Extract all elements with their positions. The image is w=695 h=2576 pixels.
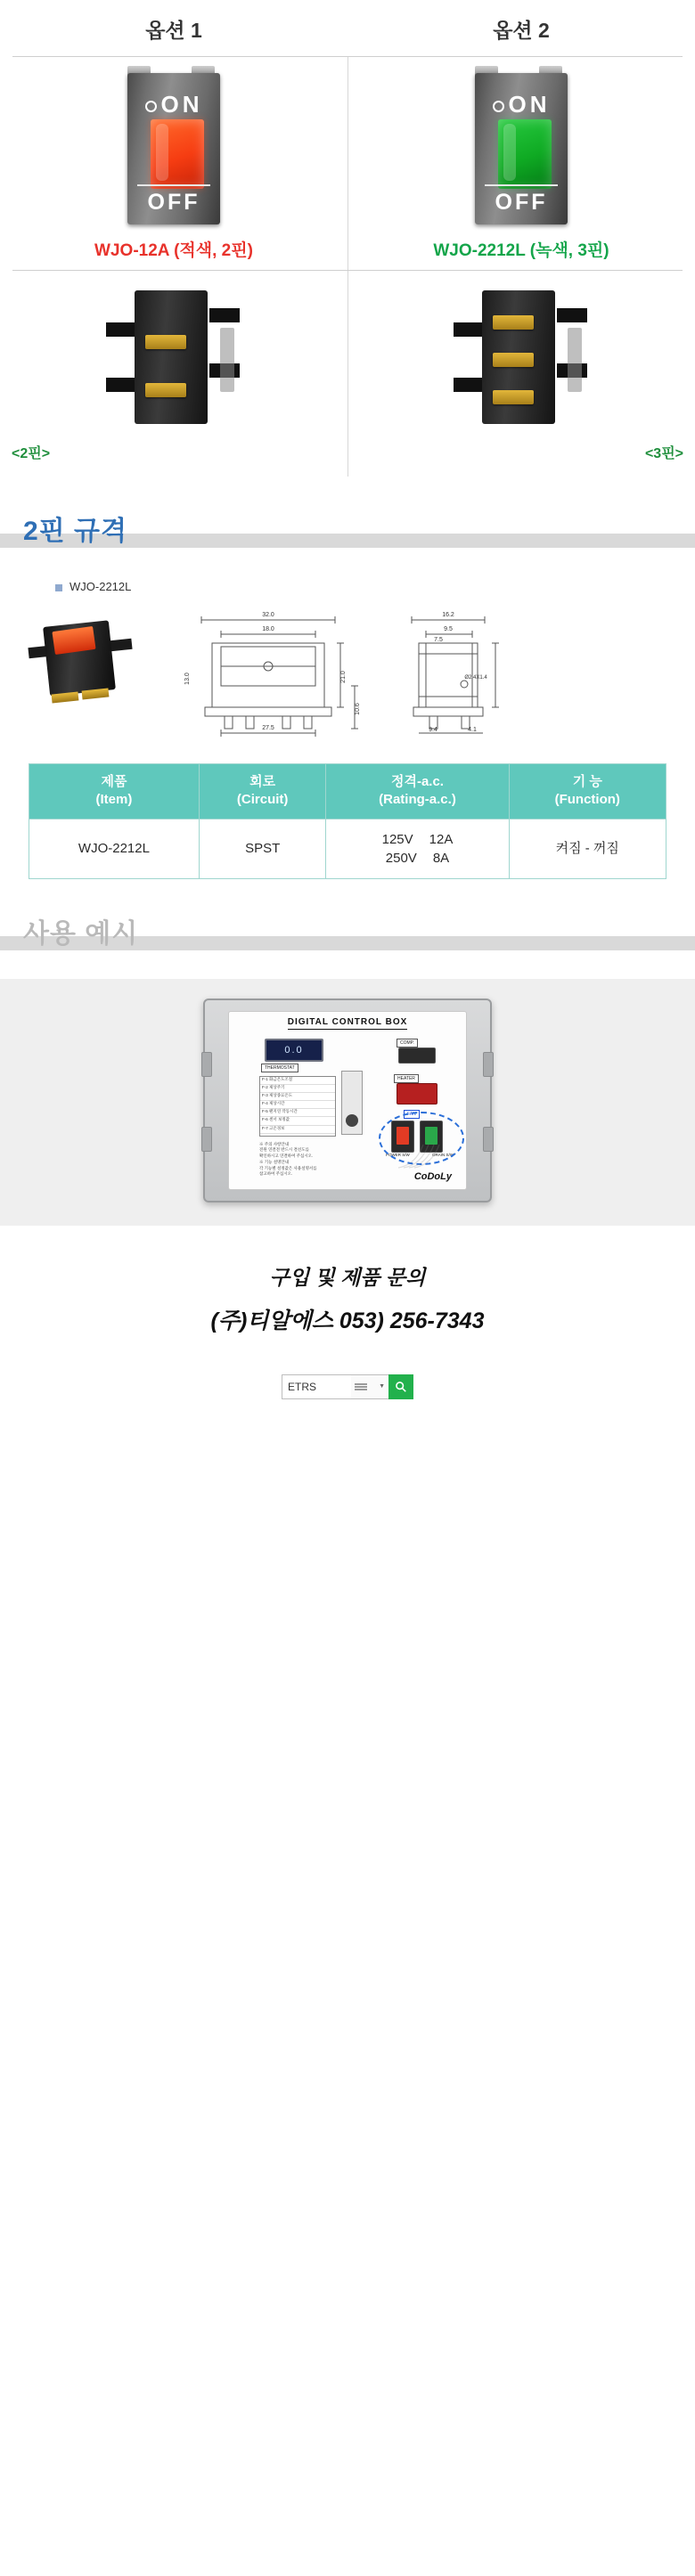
option-2-header: 옵션 2 [493,19,550,42]
th-circuit: 회로 (Circuit) [199,764,326,819]
power-bar-icon [137,184,210,186]
options-rear-row [0,271,695,477]
power-bar-icon [485,184,558,186]
photo-terminal [82,688,110,699]
rear-flange [454,378,484,392]
usage-illustration [0,979,695,1226]
chart-row: F-6 센서 보정값 [260,1117,335,1125]
rear-flange [557,308,587,322]
search-widget [282,1374,413,1399]
switch-body [475,73,568,224]
fan-label: FAN [404,1110,420,1119]
selector-dial [341,1071,363,1135]
options-section [0,0,695,477]
comp-label: COMP. [397,1039,418,1048]
options-front-row [0,57,695,270]
power-circle-icon [493,101,504,112]
switch-rear-2pin [102,281,245,433]
rear-flange [209,308,240,322]
td-rating: 125V 12A 250V 8A [326,819,509,878]
photo-terminal [52,691,79,703]
dial-knob-icon[interactable] [346,1114,358,1127]
mount-bracket [201,1052,212,1077]
notice-text: ※ 주의 사항안내 전원 연결전 반드시 결선도를 확인하시고 연결하여 주십시오. ※ 기능 설명안내 각 기능별 설정값은 사용설명서를 참고하여 주십시오. [259,1141,317,1177]
switch-off-label: OFF [127,184,220,216]
terminal-pin [493,353,534,367]
menu-icon [355,1383,367,1390]
heater-label: HEATER [394,1074,419,1083]
dim-side-5: 4.1 [468,727,477,733]
chevron-down-icon: ▼ [379,1383,385,1390]
table-header-row [29,764,666,819]
switch-front-red [120,73,227,224]
heater-button[interactable] [397,1083,437,1105]
dim-front-2: 21.0 [340,671,347,683]
drain-switch-label: DRAIN S/W [432,1152,454,1157]
terminal-pin [145,383,186,397]
switch-front-green [468,73,575,224]
search-button[interactable] [388,1374,413,1399]
switch-rear-3pin [450,281,593,433]
spec-body [0,557,695,737]
spec-section-title: 2핀 규격 [23,517,127,546]
spec-section-heading [0,509,695,557]
control-box-title: DIGITAL CONTROL BOX [229,1012,466,1027]
search-scope-select[interactable] [351,1374,388,1399]
switch-body [127,73,220,224]
mount-bracket [201,1127,212,1152]
lens-glare [156,124,168,181]
usage-section-title: 사용 예시 [23,918,139,949]
option-1-caption: WJO-12A (적색, 2핀) [94,241,253,260]
rocker-lens-red [151,119,204,189]
td-function: 켜짐 - 꺼짐 [509,819,666,878]
chart-row: F-7 고온경보 [260,1126,335,1134]
option-1-column [0,57,348,270]
spec-table [29,763,666,879]
power-switch-label: POWER S/W [386,1152,410,1157]
td-circuit: SPST [199,819,326,878]
chart-row: F-2 제상주기 [260,1085,335,1093]
option-2-column [348,57,695,270]
rear-flange [454,322,484,337]
front-dimension-drawing [166,607,371,737]
option-2-caption: WJO-2212L (녹색, 3핀) [433,241,609,260]
dim-side-1: 9.5 [444,626,453,632]
dim-front-1: 18.0 [262,626,274,632]
power-circle-icon [145,101,157,112]
chart-row: F-4 제상시간 [260,1101,335,1109]
lcd-value: 0.0 [284,1044,304,1056]
thermostat-label: THERMOSTAT [261,1064,298,1072]
rear-flange [106,322,136,337]
photo-flange-right [110,639,132,651]
dim-side-0: 16.2 [442,612,454,618]
rocker-lens-green [498,119,552,189]
lens-glare [503,124,516,181]
dim-side-3: Ø2.4X1.4 [464,675,487,681]
th-function: 기 능 (Function) [509,764,666,819]
dim-side-2: 7.5 [434,637,443,643]
usage-section-heading [0,911,695,959]
control-box-panel [228,1011,467,1190]
search-input[interactable]: ETRS [282,1374,351,1399]
switch-photo [23,607,157,714]
option-2-rear-column [348,271,695,477]
dim-front-5: 13.0 [184,673,191,685]
option-1-rear-column [0,271,348,477]
dim-side-4: 9.4 [429,727,437,733]
switch-on-label: ON [127,91,220,118]
spec-drawings-row [23,607,672,737]
terminal-pin [493,315,534,330]
contact-line-1: 구입 및 제품 문의 [269,1265,426,1289]
wave-decoration [397,1143,445,1170]
contact-section [0,1226,695,1344]
chart-row: F-5 팬지연 작동시간 [260,1109,335,1117]
chart-row: F-3 제상종료온도 [260,1093,335,1101]
rear-label [568,328,582,392]
option-1-pin-label: <2핀> [12,446,51,461]
switch-on-label: ON [475,91,568,118]
dim-front-0: 32.0 [262,612,274,618]
side-dimension-drawing [380,607,513,737]
table-row [29,819,666,878]
dim-front-3: 10.6 [355,703,361,715]
chart-row: F-1 화금온도조절 [260,1077,335,1085]
rear-label [220,328,234,392]
rear-flange [106,378,136,392]
terminal-pin [145,335,186,349]
td-item: WJO-2212L [29,819,200,878]
rear-body [135,290,208,424]
contact-line-2: (주)티알에스 053) 256-7343 [210,1308,485,1333]
function-code-chart [259,1076,336,1137]
mount-bracket [483,1127,494,1152]
bullet-square-icon [55,584,62,591]
search-icon [395,1381,407,1393]
option-2-pin-label: <3핀> [644,446,683,461]
option-1-header: 옵션 1 [145,19,202,42]
spec-model-bullet: WJO-2212L [23,580,672,593]
terminal-pin [493,390,534,404]
mount-bracket [483,1052,494,1077]
brand-logo: CoDoLy [413,1170,452,1182]
control-box [203,999,492,1202]
th-item: 제품 (Item) [29,764,200,819]
switch-off-label: OFF [475,184,568,216]
temperature-display [265,1039,323,1062]
th-rating: 정격-a.c. (Rating-a.c.) [326,764,509,819]
options-header-row [0,0,695,56]
dim-front-4: 27.5 [262,725,274,731]
rear-body [482,290,555,424]
comp-indicator[interactable] [398,1048,436,1064]
